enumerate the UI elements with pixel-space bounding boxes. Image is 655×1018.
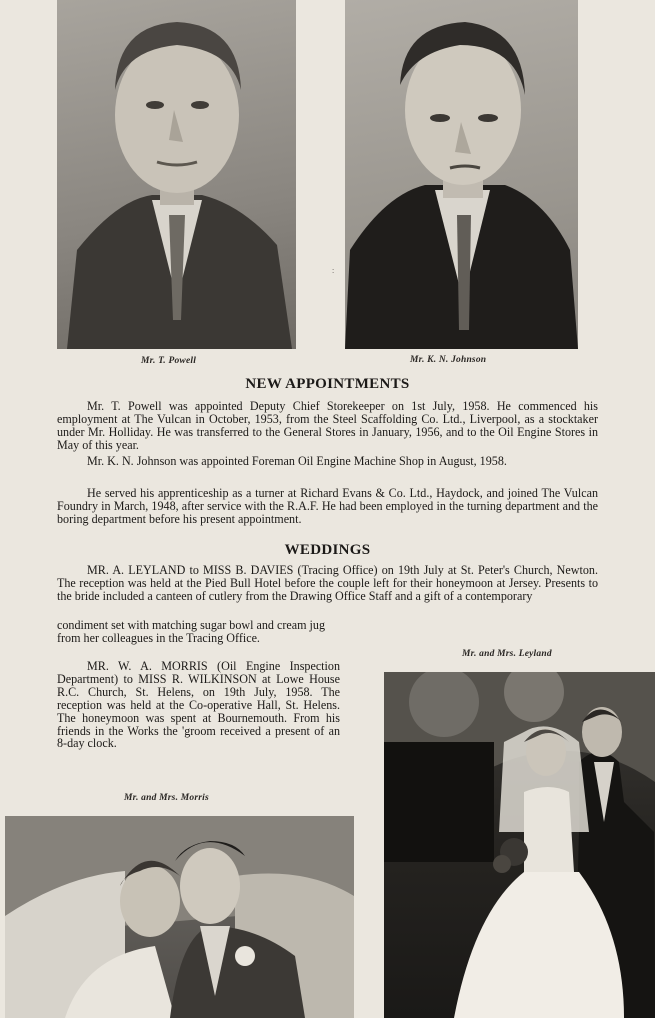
caption-powell: Mr. T. Powell: [141, 356, 197, 366]
paragraph-morris-wedding: MR. W. A. MORRIS (Oil Engine Inspection Department) to MISS R. WILKINSON at Lowe House R.C. Church, St. Helens, on 19th July, 1958. The reception was held at the Co-operative Hall, St. Helens. The honeymoon was spent at Bournemouth. From his friends in the Works the 'groom received a present of an 8-day clock.: [57, 659, 340, 751]
photo-morris-wedding: [5, 816, 354, 1018]
paragraph-powell-appointment: Mr. T. Powell was appointed Deputy Chief Storekeeper on 1st July, 1958. He commenced his employment at The Vulcan in October, 1953, from the Steel Scaffolding Co. Ltd., Liverpool, as a stocktaker under Mr. Holliday. He was transferred to the General Stores in January, 1956, and to the Oil Engine Stores in May of this year.: [57, 399, 598, 452]
portrait-powell: [57, 0, 296, 349]
photo-morris-drawing: [5, 816, 354, 1018]
caption-leyland: Mr. and Mrs. Leyland: [462, 649, 552, 659]
paragraph-leyland-wedding-continued: condiment set with matching sugar bowl and cream jug from her colleagues in the Tracing Office.: [57, 618, 326, 645]
portrait-johnson: [345, 0, 578, 349]
portrait-johnson-drawing: [345, 0, 578, 349]
caption-morris: Mr. and Mrs. Morris: [124, 793, 209, 803]
paragraph-johnson-appointment: Mr. K. N. Johnson was appointed Foreman Oil Engine Machine Shop in August, 1958.: [87, 454, 507, 468]
caption-johnson: Mr. K. N. Johnson: [410, 355, 487, 365]
paragraph-johnson-history: He served his apprenticeship as a turner at Richard Evans & Co. Ltd., Haydock, and joined The Vulcan Foundry in March, 1948, after service with the R.A.F. He had been employed in the turning department and the boring department before his present appointment.: [57, 486, 598, 526]
heading-new-appointments: NEW APPOINTMENTS: [245, 376, 410, 392]
paragraph-leyland-wedding: MR. A. LEYLAND to MISS B. DAVIES (Tracing Office) on 19th July at St. Peter's Church, Newton. The reception was held at the Pied Bull Hotel before the couple left for their honeymoon at Jersey. Presents to the bride included a canteen of cutlery from the Drawing Office Staff and a gift of a contemporary: [57, 563, 598, 603]
page-mark: :: [332, 266, 335, 275]
portrait-powell-drawing: [57, 0, 296, 349]
photo-leyland-drawing: [384, 672, 655, 1018]
photo-leyland-wedding: [384, 672, 655, 1018]
heading-weddings: WEDDINGS: [284, 542, 371, 558]
